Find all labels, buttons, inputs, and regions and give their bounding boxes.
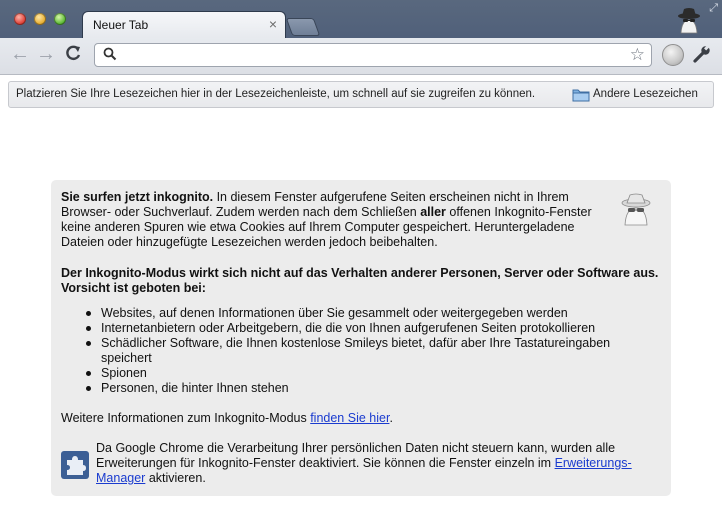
other-bookmarks-label: Andere Lesezeichen (593, 88, 698, 100)
incognito-info-panel (51, 180, 671, 496)
list-item: Internetanbietern oder Arbeitgebern, die die von Ihnen aufgerufenen Seiten protokollieren (61, 321, 661, 336)
maximize-window-icon[interactable] (54, 13, 66, 25)
tab-close-icon[interactable]: × (268, 16, 277, 32)
intro-heading: Sie surfen jetzt inkognito. (61, 190, 214, 204)
new-tab-button[interactable] (286, 18, 321, 36)
minimize-window-icon[interactable] (34, 13, 46, 25)
back-button[interactable]: ← (10, 43, 30, 65)
list-item: Spionen (61, 366, 661, 381)
folder-icon (572, 87, 590, 107)
incognito-intro (61, 190, 621, 250)
puzzle-icon (61, 451, 89, 484)
incognito-warning: Der Inkognito-Modus wirkt sich nicht auf das Verhalten anderer Personen, Server oder Software aus. Vorsicht ist geboten bei: (61, 266, 659, 295)
incognito-icon (617, 192, 655, 231)
extensions-note-end: aktivieren. (145, 471, 206, 485)
list-item: Personen, die hinter Ihnen stehen (61, 381, 661, 396)
warning-list (61, 306, 661, 396)
close-window-icon[interactable] (14, 13, 26, 25)
wrench-icon[interactable] (692, 44, 712, 69)
search-icon (103, 47, 117, 66)
bookmarks-bar-hint: Platzieren Sie Ihre Lesezeichen hier in der Lesezeichenleiste, um schnell auf sie zugreifen zu können. (16, 88, 536, 100)
reload-button[interactable] (64, 44, 82, 66)
omnibox[interactable] (94, 43, 652, 67)
more-info-end: . (389, 411, 393, 425)
reload-icon (64, 44, 82, 62)
forward-button[interactable]: → (36, 43, 56, 65)
bookmarks-bar (8, 81, 714, 108)
intro-all: aller (420, 205, 446, 219)
bookmark-star-icon[interactable]: ☆ (629, 45, 645, 64)
tab-title: Neuer Tab (93, 18, 149, 32)
address-input[interactable] (123, 46, 617, 64)
extension-icon[interactable] (662, 44, 684, 66)
incognito-icon (674, 6, 704, 39)
extensions-note (96, 441, 661, 486)
list-item: Schädlicher Software, die Ihnen kostenlose Smileys bietet, dafür aber Ihre Tastatureingaben speichert (61, 336, 661, 366)
more-info-text: Weitere Informationen zum Inkognito-Modus (61, 411, 311, 425)
list-item: Websites, auf denen Informationen über Sie gesammelt oder weitergegeben werden (61, 306, 661, 321)
extensions-manager-link[interactable]: Erweiterungs-Manager (96, 456, 632, 485)
more-info-link[interactable]: finden Sie hier (310, 411, 390, 425)
extensions-note-text: Da Google Chrome die Verarbeitung Ihrer persönlichen Daten nicht steuern kann, wurden alle Erweiterungen für Inkognito-Fenster deaktiviert. Sie können die Fenster einzeln im (96, 441, 616, 470)
intro-text-b: offenen Inkognito-Fenster keine anderen Spuren wie etwa Cookies auf Ihrem Computer gespeichert. Heruntergeladene Dateien oder hinzugefügte Lesezeichen werden jedoch beibehalten. (61, 205, 592, 249)
window-titlebar (0, 0, 722, 38)
tab-neuer-tab[interactable] (82, 11, 286, 39)
more-info (61, 411, 661, 426)
intro-text-a: In diesem Fenster aufgerufene Seiten erscheinen nicht in Ihrem Browser- oder Suchverlauf. Zudem werden nach dem Schließen (61, 190, 569, 219)
fullscreen-icon[interactable]: ⤢ (709, 2, 718, 14)
toolbar (0, 38, 722, 75)
